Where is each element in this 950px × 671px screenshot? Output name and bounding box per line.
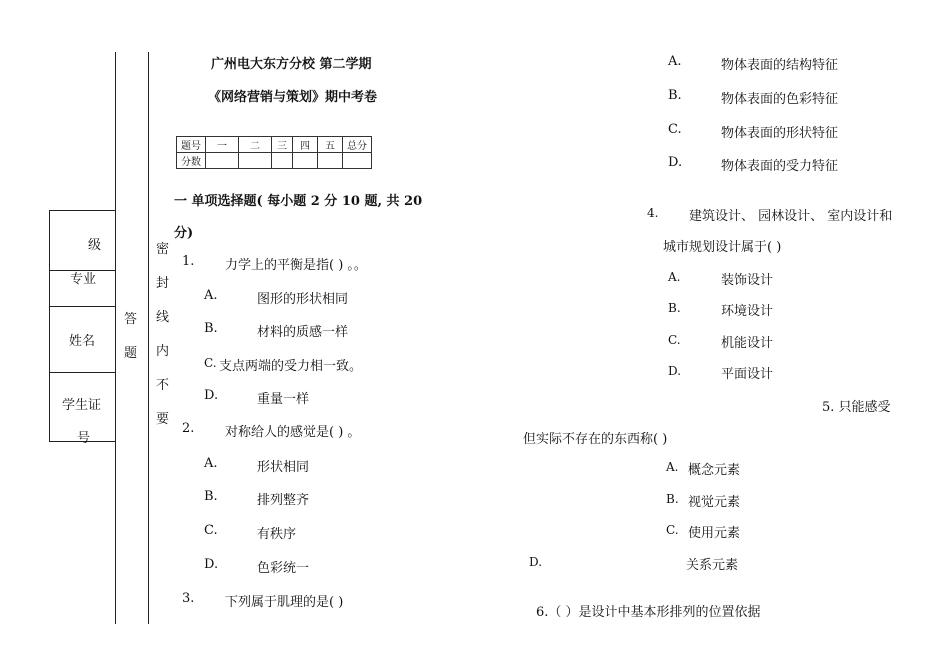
option-text: 色彩统一 — [257, 561, 310, 576]
score-table-col: 总分 — [343, 137, 372, 153]
score-table-col: 二 — [239, 137, 272, 153]
score-table-col: 五 — [318, 137, 343, 153]
question-number: 4. — [647, 206, 659, 220]
option-text: 环境设计 — [721, 304, 774, 319]
question-number: 1. — [182, 254, 195, 269]
option-letter: A. — [204, 456, 218, 471]
option-letter: C. — [666, 523, 679, 537]
binding-line-1 — [115, 52, 116, 624]
option-text: 有秩序 — [257, 527, 297, 542]
score-table-header-row — [177, 137, 372, 153]
score-table-col: 一 — [206, 137, 239, 153]
score-cell[interactable] — [318, 153, 343, 169]
question-text: 下列属于肌理的是( ) — [225, 595, 344, 610]
option-text: 平面设计 — [721, 367, 774, 382]
score-cell[interactable] — [239, 153, 272, 169]
option-letter: B. — [666, 492, 679, 506]
exam-school-title: 广州电大东方分校 第二学期 — [211, 57, 372, 72]
question-text: 建筑设计、 园林设计、 室内设计和 — [689, 209, 893, 224]
option-text: 物体表面的形状特征 — [721, 126, 839, 141]
option-text: 材料的质感一样 — [257, 325, 349, 340]
student-id-suffix: 号 — [77, 431, 91, 446]
option-letter: D. — [204, 388, 219, 403]
option-text: 装饰设计 — [721, 273, 774, 288]
question-number: 3. — [182, 591, 195, 606]
seal-char: 要 — [156, 412, 170, 427]
option-letter: C. — [204, 356, 217, 370]
score-cell[interactable] — [293, 153, 318, 169]
name-label: 姓名 — [69, 334, 96, 349]
option-text: 物体表面的结构特征 — [721, 58, 839, 73]
question-text: 力学上的平衡是指( ) 。。 — [225, 258, 367, 273]
question-text: 对称给人的感觉是( ) 。 — [225, 425, 361, 440]
answer-char: 答 — [124, 312, 138, 327]
score-table — [176, 136, 372, 169]
score-cell[interactable] — [343, 153, 372, 169]
info-divider — [49, 372, 115, 373]
binding-line-left — [49, 210, 50, 442]
seal-char: 封 — [156, 276, 170, 291]
option-letter: A. — [204, 288, 218, 303]
seal-char: 不 — [156, 378, 170, 393]
seal-char: 密 — [156, 242, 170, 257]
seal-char: 线 — [156, 310, 170, 325]
student-id-label: 学生证 — [62, 398, 102, 413]
score-cell[interactable] — [272, 153, 293, 169]
option-letter: D. — [529, 555, 543, 569]
option-letter: A. — [668, 54, 682, 69]
option-letter: B. — [668, 88, 682, 103]
info-divider — [49, 210, 115, 211]
question-text-cont: 城市规划设计属于( ) — [663, 240, 782, 255]
question-text: 6.（ ）是设计中基本形排列的位置依据 — [536, 605, 761, 620]
exam-course-title: 《网络营销与策划》期中考卷 — [208, 90, 378, 105]
answer-char: 题 — [124, 346, 138, 361]
score-cell[interactable] — [206, 153, 239, 169]
option-text: 物体表面的色彩特征 — [721, 92, 839, 107]
option-text: 排列整齐 — [257, 493, 310, 508]
score-table-row-label: 分数 — [177, 153, 206, 169]
option-letter: D. — [668, 155, 683, 170]
option-letter: C. — [204, 523, 218, 538]
binding-line-2 — [148, 52, 149, 624]
option-letter: D. — [668, 364, 682, 378]
question-number: 2. — [182, 421, 195, 436]
option-text: 关系元素 — [686, 558, 739, 573]
section-title: 一 单项选择题( 每小题 2 分 10 题, 共 20 — [174, 194, 423, 209]
score-table-score-row — [177, 153, 372, 169]
question-text-cont: 但实际不存在的东西称( ) — [523, 432, 668, 447]
option-letter: A. — [668, 270, 681, 284]
option-text: 视觉元素 — [688, 495, 741, 510]
seal-char: 内 — [156, 344, 170, 359]
option-letter: B. — [668, 301, 681, 315]
score-table-header-label: 题号 — [177, 137, 206, 153]
score-table-col: 三 — [272, 137, 293, 153]
option-letter: D. — [204, 557, 219, 572]
class-label: 级 — [88, 238, 102, 253]
option-text: 支点两端的受力相一致。 — [219, 359, 363, 374]
option-text: 重量一样 — [257, 392, 310, 407]
option-text: 形状相同 — [257, 460, 310, 475]
option-text: 概念元素 — [688, 463, 741, 478]
option-letter: B. — [204, 489, 218, 504]
info-divider — [49, 306, 115, 307]
option-text: 物体表面的受力特征 — [721, 159, 839, 174]
option-letter: C. — [668, 333, 681, 347]
option-text: 使用元素 — [688, 526, 741, 541]
question-text: 5. 只能感受 — [822, 400, 891, 415]
section-title-cont: 分) — [174, 226, 194, 241]
option-text: 机能设计 — [721, 336, 774, 351]
option-letter: B. — [204, 321, 218, 336]
option-letter: A. — [666, 460, 679, 474]
option-letter: C. — [668, 122, 682, 137]
score-table-col: 四 — [293, 137, 318, 153]
major-label: 专业 — [70, 272, 97, 287]
option-text: 图形的形状相同 — [257, 292, 349, 307]
